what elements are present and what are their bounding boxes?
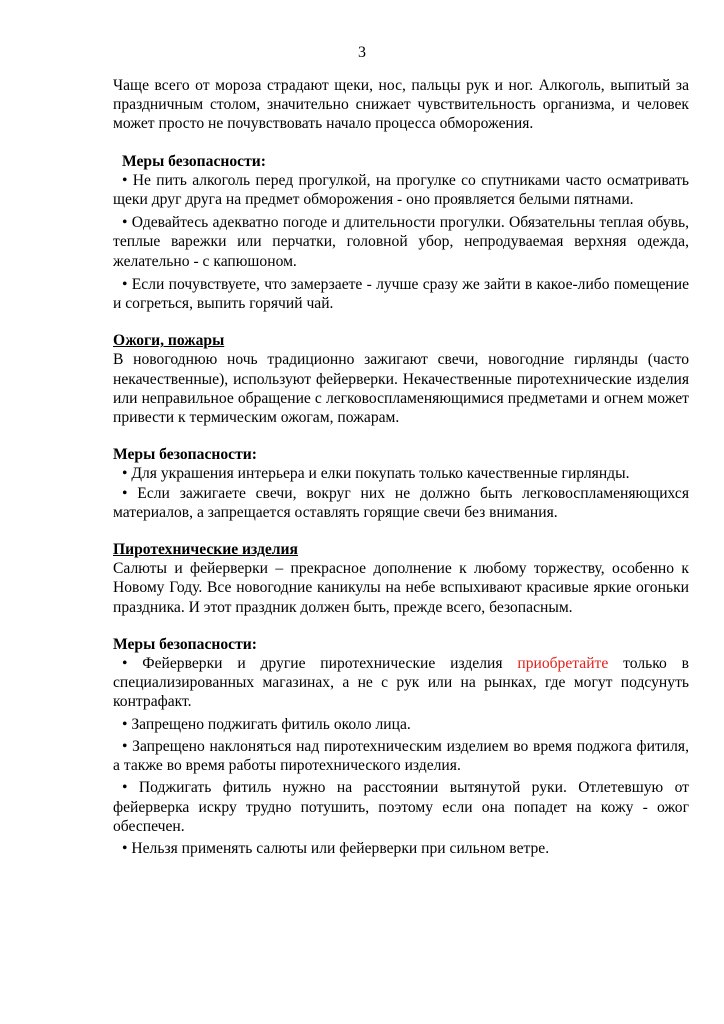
section3-safety-heading: Меры безопасности:	[113, 635, 257, 653]
section3-text: Салюты и фейерверки – прекрасное дополнение к любому торжеству, особенно к Новому Году. Все новогодние каникулы на небе вспыхивают красивые яркие огоньки праздника. И этот праздник должен быть, прежде всего, безопасным.	[113, 560, 689, 616]
bullet-icon: •	[122, 839, 128, 857]
section2-safety-heading: Меры безопасности:	[113, 446, 257, 464]
highlighted-word: приобретайте	[517, 655, 609, 673]
section3-bullet-4: • Поджигать фитиль нужно на расстоянии вытянутой руки. Отлетевшую от фейерверка искру трудно потушить, поэтому если она попадет на кожу - ожог обеспечен.	[113, 779, 689, 835]
section1-bullet-1: • Не пить алкоголь перед прогулкой, на прогулке со спутниками часто осматривать щеки друг друга на предмет обморожения - оно проявляется белыми пятнами.	[113, 171, 689, 209]
section1-bullet-2: • Одевайтесь адекватно погоде и длительности прогулки. Обязательны теплая обувь, теплые варежки или перчатки, головной убор, непродуваемая верхняя одежда, желательно - с капюшоном.	[113, 214, 689, 270]
section1-safety-heading: Меры безопасности:	[122, 152, 266, 170]
intro-paragraph	[113, 76, 689, 134]
bullet-icon: •	[122, 465, 128, 483]
document-body	[113, 76, 689, 858]
section3-bullet-3: • Запрещено наклоняться над пиротехническим изделием во время поджога фитиля, а также во время работы пиротехнического изделия.	[113, 737, 689, 775]
section3-bullet-2: • Запрещено поджигать фитиль около лица.	[122, 715, 411, 733]
section3-bullet-5: • Нельзя применять салюты или фейерверки при сильном ветре.	[122, 839, 550, 857]
section2-title: Ожоги, пожары	[113, 332, 225, 350]
section2-bullet-1: • Для украшения интерьера и елки покупать только качественные гирлянды.	[122, 465, 630, 483]
bullet-icon: •	[122, 484, 128, 502]
bullet-icon: •	[122, 715, 128, 733]
section2-bullet-2: • Если зажигаете свечи, вокруг них не должно быть легковоспламеняющихся материалов, а запрещается оставлять горящие свечи без внимания.	[113, 484, 689, 521]
bullet-icon: •	[122, 779, 128, 797]
bullet-icon: •	[122, 275, 128, 293]
bullet-icon: •	[122, 737, 128, 755]
intro-text: Чаще всего от мороза страдают щеки, нос, пальцы рук и ног. Алкоголь, выпитый за праздничным столом, значительно снижает чувствительность организма, и человек может просто не почувствовать начало процесса обморожения.	[113, 77, 689, 133]
bullet-icon: •	[122, 655, 128, 673]
page-number: 3	[358, 44, 366, 61]
bullet-icon: •	[122, 214, 128, 232]
section3-bullet-1: • Фейерверки и другие пиротехнические изделия приобретайте только в специализированных магазинах, а не с рук или на рынках, где могут подсунуть контрафакт.	[113, 655, 689, 711]
section1-bullet-3: • Если почувствуете, что замерзаете - лучше сразу же зайти в какое-либо помещение и согреться, выпить горячий чай.	[113, 275, 689, 313]
section2-text: В новогоднюю ночь традиционно зажигают свечи, новогодние гирлянды (часто некачественные), используют фейерверки. Некачественные пиротехнические изделия или неправильное обращение с легковоспламеняющимися предметами и огнем может привести к термическим ожогам, пожарам.	[113, 351, 689, 427]
bullet-icon: •	[122, 171, 128, 189]
section3-title: Пиротехнические изделия	[113, 541, 298, 559]
